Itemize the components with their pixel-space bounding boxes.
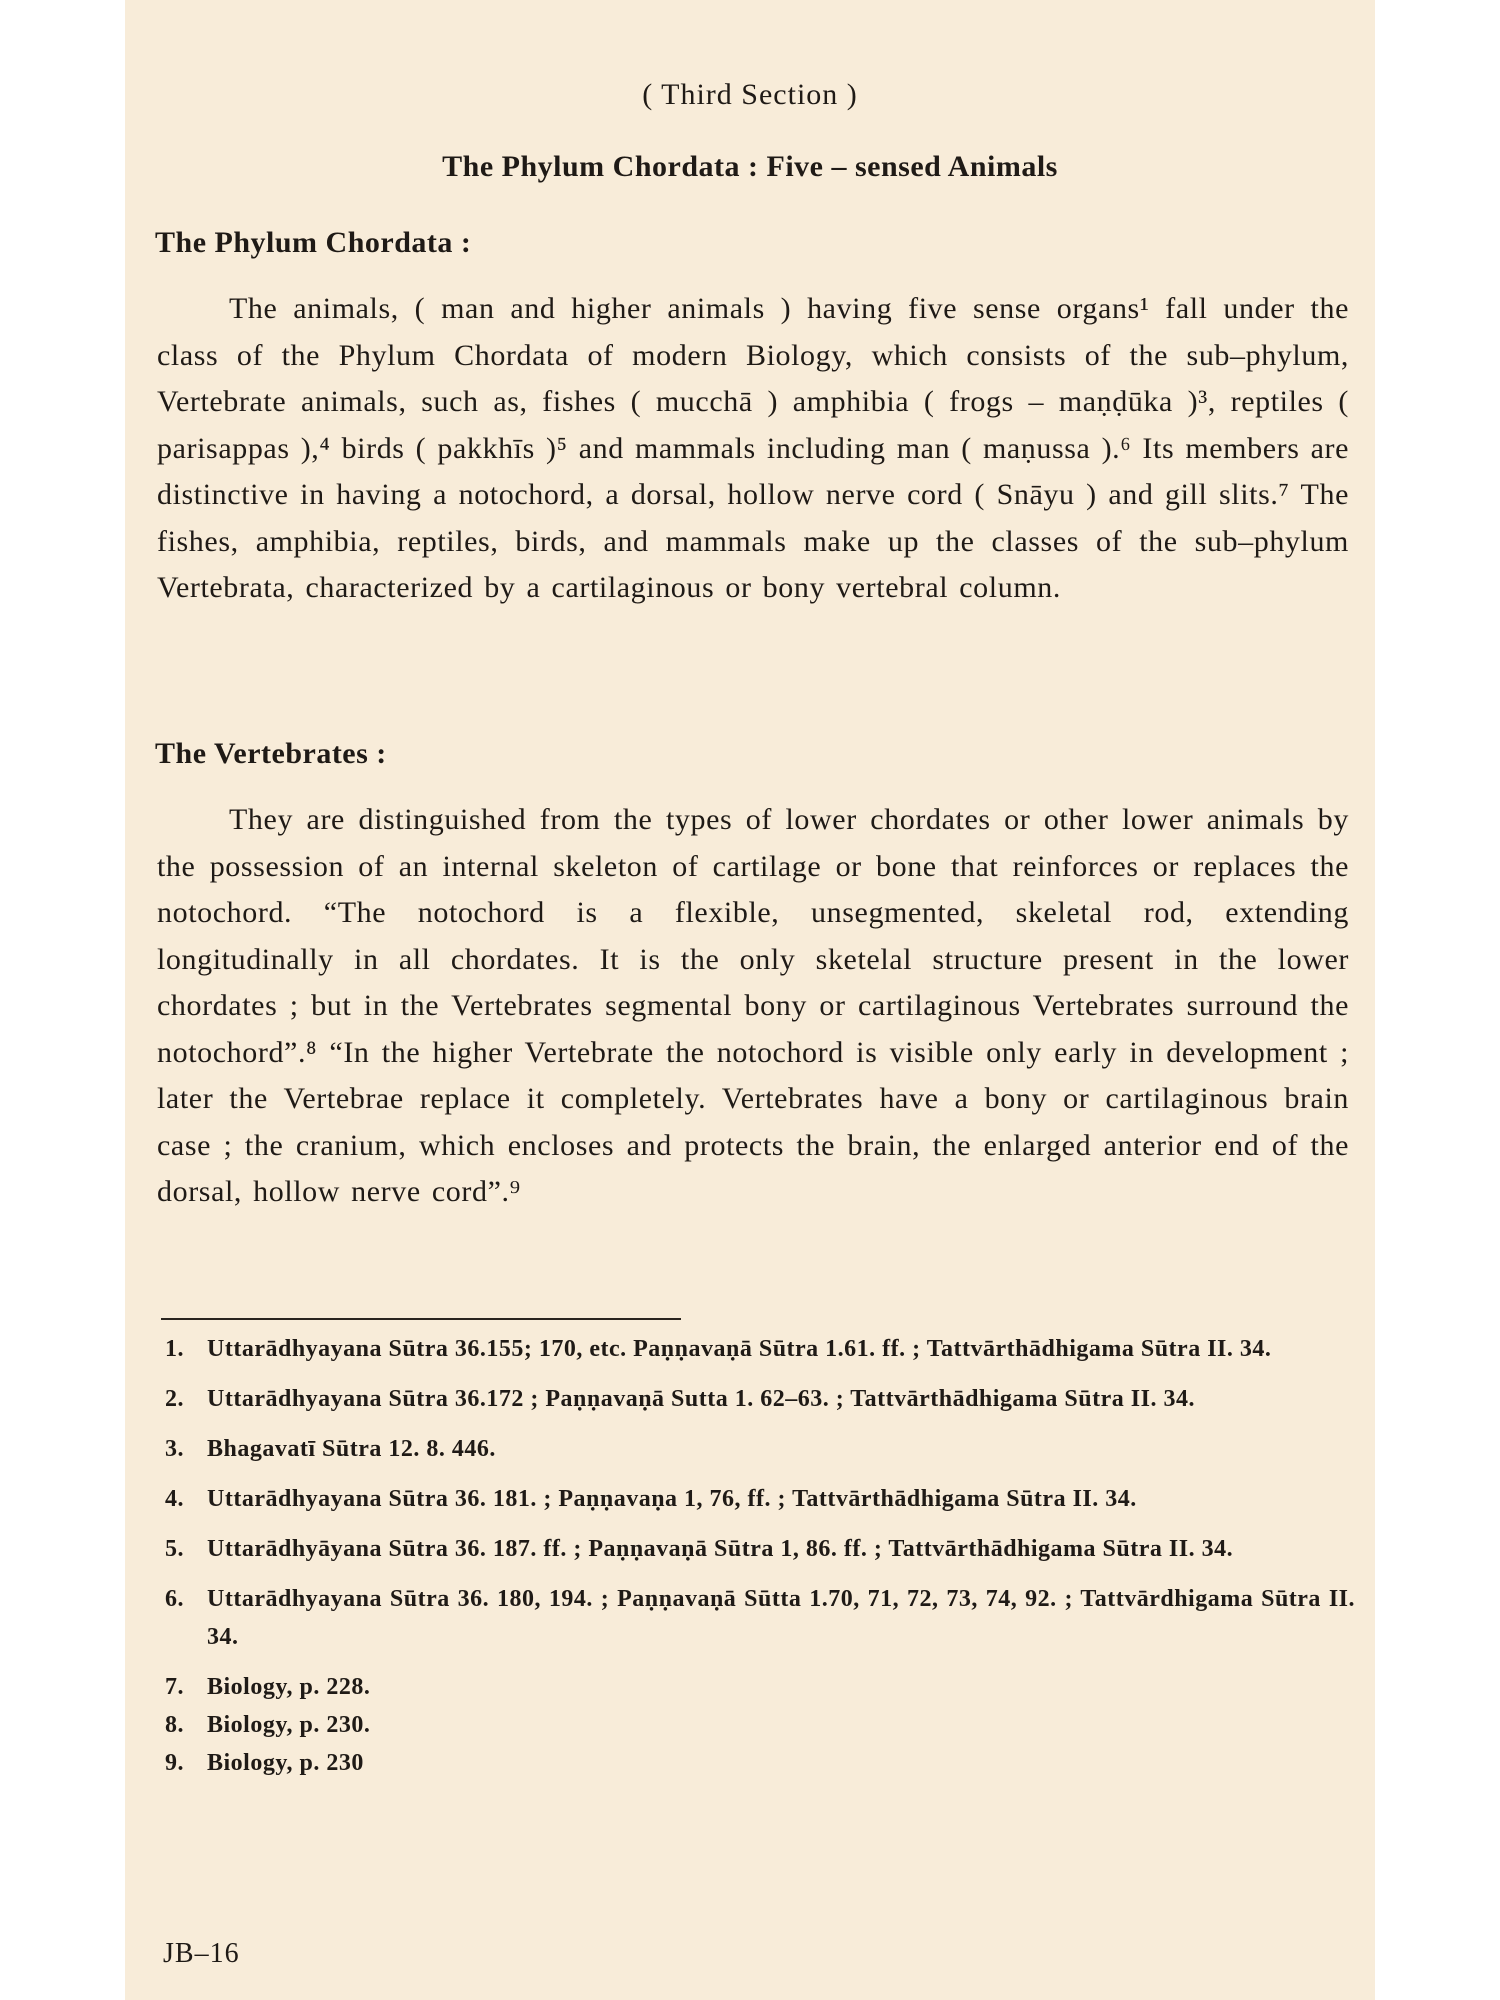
footnote-divider	[161, 1318, 681, 1320]
footnote-text: Biology, p. 230.	[207, 1712, 371, 1738]
footnote-number: 4.	[165, 1486, 184, 1512]
paragraph-vertebrates: They are distinguished from the types of lower chordates or other lower animals by the possession of an internal skeleton of cartilage or bone that reinforces or replaces the notochord. “The notochord is a flexible, unsegmented, skeletal rod, extending longitudinally in all chordates. It is the only sketelal structure present in the lower chordates ; but in the Vertebrates segmental bony or cartilaginous Vertebrates surround the notochord”.⁸ “In the higher Vertebrate the notochord is visible only early in development ; later the Vertebrae replace it completely. Vertebrates have a bony or cartilaginous brain case ; the cranium, which encloses and protects the brain, the enlarged anterior end of the dorsal, hollow nerve cord”.⁹	[157, 803, 1349, 1208]
footnote-item	[165, 1430, 1355, 1468]
footnote-item	[165, 1530, 1355, 1568]
footnote-number: 7.	[165, 1674, 184, 1700]
footnote-item	[165, 1330, 1355, 1368]
section-heading-chordata: The Phylum Chordata :	[155, 226, 472, 259]
footnote-item	[165, 1706, 1355, 1744]
footnote-number: 6.	[165, 1586, 184, 1612]
footnote-item	[165, 1580, 1355, 1656]
footnote-number: 1.	[165, 1336, 184, 1362]
book-page	[125, 0, 1375, 2000]
footnote-number: 2.	[165, 1386, 184, 1412]
paragraph-chordata: The animals, ( man and higher animals ) having five sense organs¹ fall under the class of the Phylum Chordata of modern Biology, which consists of the sub–phylum, Vertebrate animals, such as, fishes ( mucchā ) amphibia ( frogs – maṇḍūka )³, reptiles ( parisappas ),⁴ birds ( pakkhīs )⁵ and mammals including man ( maṇussa ).⁶ Its members are distinctive in having a notochord, a dorsal, hollow nerve cord ( Snāyu ) and gill slits.⁷ The fishes, amphibia, reptiles, birds, and mammals make up the classes of the sub–phylum Vertebrata, characterized by a cartilaginous or bony vertebral column.	[157, 292, 1350, 604]
footnote-item	[165, 1380, 1355, 1418]
footnote-text: Uttarādhyayana Sūtra 36. 180, 194. ; Paṇṇavaṇā Sūtta 1.70, 71, 72, 73, 74, 92. ; Tattvārdhigama Sūtra II. 34.	[207, 1586, 1355, 1650]
chapter-title: The Phylum Chordata : Five – sensed Animals	[442, 150, 1058, 183]
footnote-text: Biology, p. 228.	[207, 1674, 371, 1700]
footnote-text: Uttarādhyayana Sūtra 36.155; 170, etc. Paṇṇavaṇā Sūtra 1.61. ff. ; Tattvārthādhigama Sūtra II. 34.	[207, 1336, 1272, 1362]
footnote-item	[165, 1668, 1355, 1706]
footnote-number: 9.	[165, 1750, 184, 1776]
section-heading-vertebrates: The Vertebrates :	[155, 737, 387, 770]
page-code: JB–16	[163, 1938, 240, 1969]
section-label: ( Third Section )	[642, 78, 858, 111]
footnote-list	[165, 1330, 1355, 1782]
footnote-number: 3.	[165, 1436, 184, 1462]
footnote-text: Uttarādhyāyana Sūtra 36. 187. ff. ; Paṇṇavaṇā Sūtra 1, 86. ff. ; Tattvārthādhigama Sūtra II. 34.	[207, 1536, 1234, 1562]
footnote-text: Uttarādhyayana Sūtra 36.172 ; Paṇṇavaṇā Sutta 1. 62–63. ; Tattvārthādhigama Sūtra II. 34.	[207, 1386, 1195, 1412]
footnote-text: Biology, p. 230	[207, 1750, 364, 1776]
footnote-item	[165, 1480, 1355, 1518]
footnote-number: 8.	[165, 1712, 184, 1738]
footnote-text: Bhagavatī Sūtra 12. 8. 446.	[207, 1436, 496, 1462]
footnote-text: Uttarādhyayana Sūtra 36. 181. ; Paṇṇavaṇa 1, 76, ff. ; Tattvārthādhigama Sūtra II. 34.	[207, 1486, 1137, 1512]
footnote-number: 5.	[165, 1536, 184, 1562]
footnote-item	[165, 1744, 1355, 1782]
